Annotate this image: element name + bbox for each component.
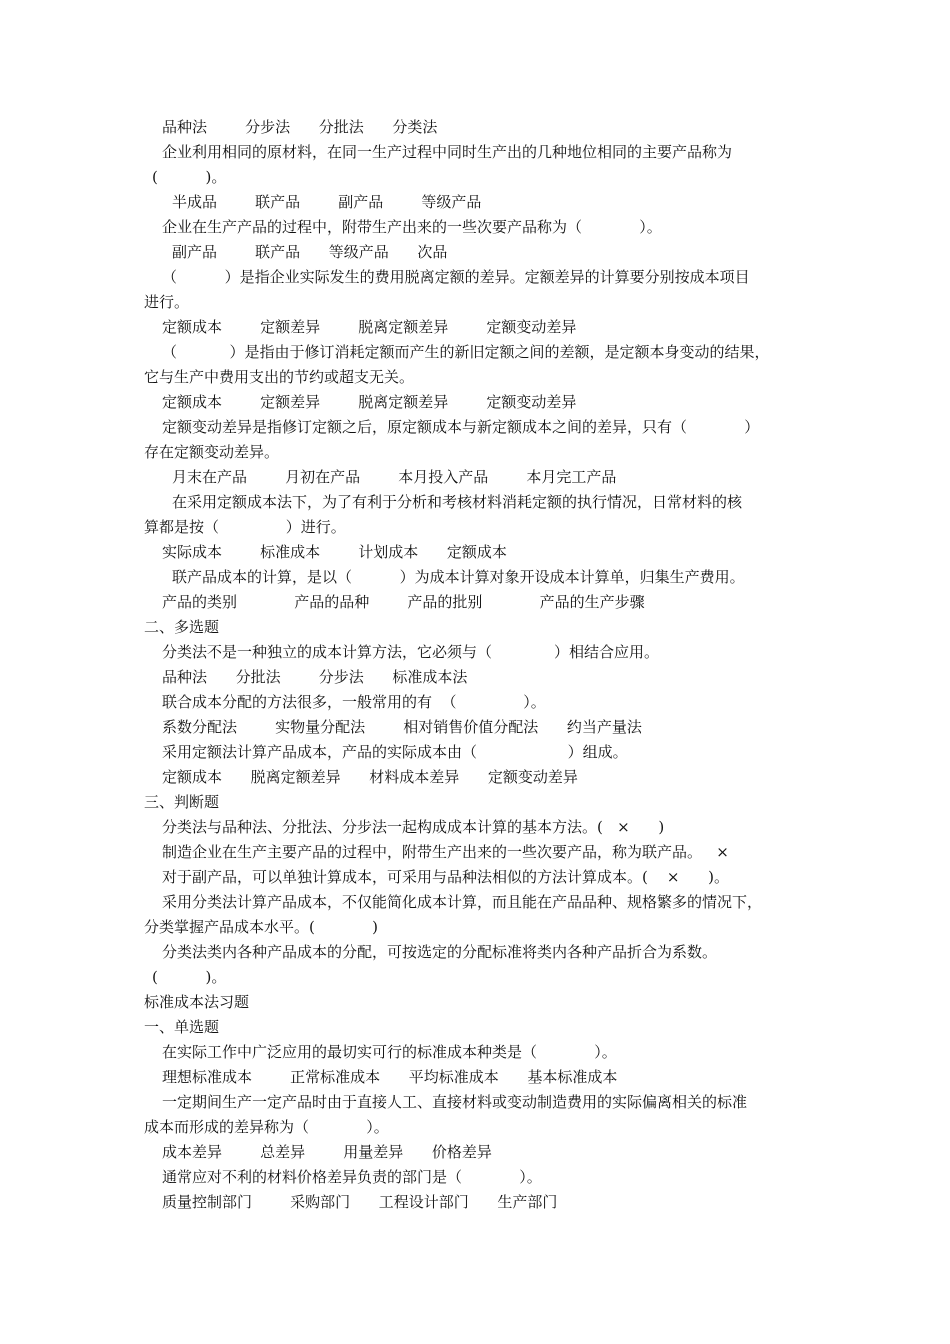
text-line: 分类掌握产品成本水平。( ) (144, 918, 378, 936)
text-line: ( )。 (152, 168, 227, 186)
text-line: 分类法不是一种独立的成本计算方法，它必须与（ ）相结合应用。 (162, 643, 659, 661)
text-line: 在采用定额成本法下，为了有利于分析和考核材料消耗定额的执行情况，日常材料的核 (172, 493, 743, 511)
text-line: （ ）是指由于修订消耗定额而产生的新旧定额之间的差额，是定额本身变动的结果， (162, 343, 770, 361)
text-line: 品种法 分步法 分批法 分类法 (162, 118, 438, 136)
text-line: 算都是按（ ）进行。 (144, 518, 346, 536)
text-line: 成本而形成的差异称为（ ）。 (144, 1118, 389, 1136)
text-line: 定额成本 定额差异 脱离定额差异 定额变动差异 (162, 318, 577, 336)
text-line: 品种法 分批法 分步法 标准成本法 (162, 668, 468, 686)
text-line: 联产品成本的计算，是以（ ）为成本计算对象开设成本计算单，归集生产费用。 (172, 568, 745, 586)
text-line: 企业利用相同的原材料，在同一生产过程中同时生产出的几种地位相同的主要产品称为 (162, 143, 733, 161)
text-line: 分类法与品种法、分批法、分步法一起构成成本计算的基本方法。( × ) (162, 818, 665, 836)
text-line: 定额变动差异是指修订定额之后，原定额成本与新定额成本之间的差异，只有（ ） (162, 418, 760, 436)
text-line: 存在定额变动差异。 (144, 443, 280, 461)
text-line: 定额成本 定额差异 脱离定额差异 定额变动差异 (162, 393, 577, 411)
text-line: 质量控制部门 采购部门 工程设计部门 生产部门 (162, 1193, 558, 1211)
text-line: 进行。 (144, 293, 190, 311)
text-line: 成本差异 总差异 用量差异 价格差异 (162, 1143, 492, 1161)
text-line: 联合成本分配的方法很多，一般常用的有 （ ）。 (162, 693, 546, 711)
text-line: 通常应对不利的材料价格差异负责的部门是（ ）。 (162, 1168, 542, 1186)
text-line: 对于副产品，可以单独计算成本，可采用与品种法相似的方法计算成本。( × )。 (162, 868, 729, 886)
text-line: 制造企业在生产主要产品的过程中，附带生产出来的一些次要产品，称为联产品。 × (162, 843, 729, 861)
text-line: 在实际工作中广泛应用的最切实可行的标准成本种类是（ ）。 (162, 1043, 617, 1061)
text-line: 一定期间生产一定产品时由于直接人工、直接材料或变动制造费用的实际偏离相关的标准 (162, 1093, 748, 1111)
text-line: 月末在产品 月初在产品 本月投入产品 本月完工产品 (172, 468, 617, 486)
text-line: 实际成本 标准成本 计划成本 定额成本 (162, 543, 507, 561)
text-line: 三、判断题 (144, 793, 220, 811)
text-line: 分类法类内各种产品成本的分配，可按选定的分配标准将类内各种产品折合为系数。 (162, 943, 718, 961)
text-line: ( )。 (152, 968, 227, 986)
text-line: 采用分类法计算产品成本，不仅能简化成本计算，而且能在产品品种、规格繁多的情况下， (162, 893, 763, 911)
text-line: 标准成本法习题 (144, 993, 250, 1011)
text-line: 理想标准成本 正常标准成本 平均标准成本 基本标准成本 (162, 1068, 618, 1086)
text-line: 它与生产中费用支出的节约或超支无关。 (144, 368, 415, 386)
text-line: 采用定额法计算产品成本，产品的实际成本由（ ）组成。 (162, 743, 628, 761)
text-line: 企业在生产产品的过程中，附带生产出来的一些次要产品称为（ ）。 (162, 218, 662, 236)
text-line: 产品的类别 产品的品种 产品的批别 产品的生产步骤 (162, 593, 645, 611)
text-line: （ ）是指企业实际发生的费用脱离定额的差异。定额差异的计算要分别按成本项目 (162, 268, 750, 286)
text-line: 系数分配法 实物量分配法 相对销售价值分配法 约当产量法 (162, 718, 642, 736)
text-line: 半成品 联产品 副产品 等级产品 (172, 193, 482, 211)
text-line: 副产品 联产品 等级产品 次品 (172, 243, 448, 261)
text-line: 定额成本 脱离定额差异 材料成本差异 定额变动差异 (162, 768, 578, 786)
text-line: 二、多选题 (144, 618, 220, 636)
text-line: 一、单选题 (144, 1018, 220, 1036)
